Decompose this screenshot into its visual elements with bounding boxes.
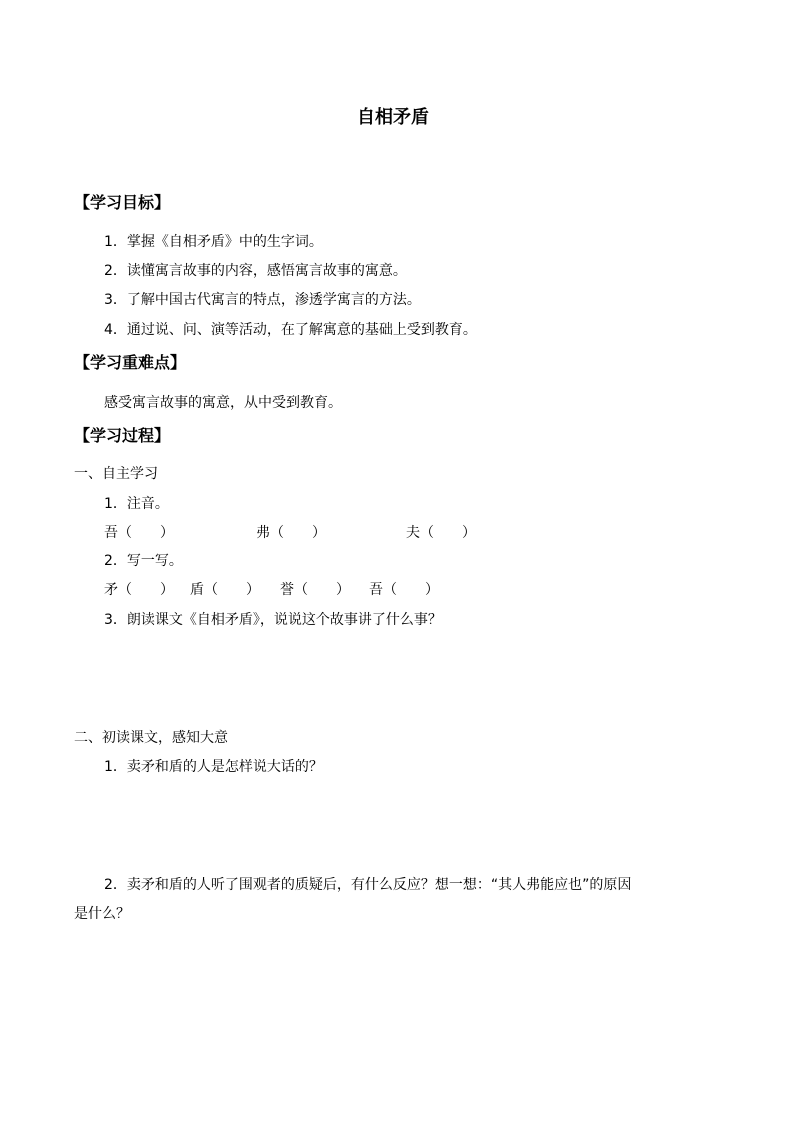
part1-question-1: 1．注音。 — [104, 496, 169, 512]
page-title: 自相矛盾 — [357, 107, 429, 128]
part1-heading: 一、自主学习 — [74, 466, 158, 482]
part1-question-3: 3．朗读课文《自相矛盾》，说说这个故事讲了什么事？ — [104, 612, 442, 628]
writing-blank-2: 盾（ ） — [190, 582, 260, 598]
writing-blank-3: 誉（ ） — [280, 582, 350, 598]
pinyin-blank-2: 弗（ ） — [256, 525, 326, 541]
section-heading-goals: 【学习目标】 — [74, 193, 171, 212]
part2-heading: 二、初读课文，感知大意 — [74, 730, 228, 746]
goal-item-1: 1．掌握《自相矛盾》中的生字词。 — [104, 234, 323, 250]
key-points-text: 感受寓言故事的寓意，从中受到教育。 — [104, 395, 342, 411]
pinyin-blank-3: 夫（ ） — [406, 525, 476, 541]
part2-question-1: 1．卖矛和盾的人是怎样说大话的？ — [104, 759, 323, 775]
section-heading-key-points: 【学习重难点】 — [74, 353, 187, 372]
goal-item-2: 2．读懂寓言故事的内容，感悟寓言故事的寓意。 — [104, 263, 407, 279]
pinyin-blank-1: 吾（ ） — [104, 525, 174, 541]
writing-blank-1: 矛（ ） — [104, 582, 174, 598]
section-heading-process: 【学习过程】 — [74, 426, 171, 445]
goal-item-4: 4．通过说、问、演等活动，在了解寓意的基础上受到教育。 — [104, 322, 477, 338]
part1-question-2: 2．写一写。 — [104, 553, 183, 569]
writing-blank-4: 吾（ ） — [369, 582, 439, 598]
part2-question-2-line-1: 2．卖矛和盾的人听了围观者的质疑后，有什么反应？想一想：“其人弗能应也”的原因 — [104, 877, 632, 893]
goal-item-3: 3．了解中国古代寓言的特点，渗透学寓言的方法。 — [104, 292, 421, 308]
part2-question-2-line-2: 是什么？ — [74, 906, 130, 922]
